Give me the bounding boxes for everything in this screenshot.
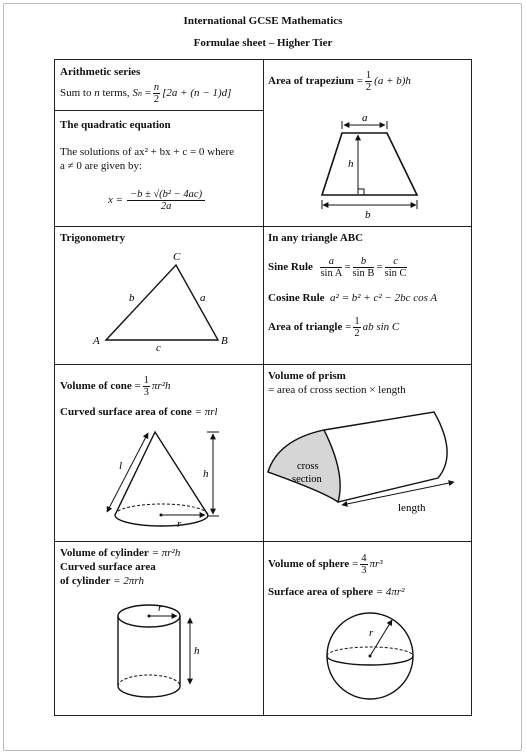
triangle-vertex-b: B bbox=[221, 335, 228, 347]
prism-diagram bbox=[264, 402, 472, 538]
cylinder-volume-label: Volume of cylinder bbox=[60, 547, 149, 559]
cylinder-diagram bbox=[105, 598, 205, 710]
arith-sum-prefix: Sum to bbox=[60, 86, 92, 99]
cone-volume-frac: $\frac{1}{3}$ bbox=[143, 374, 149, 398]
sphere-surface: Surface area of sphere = 4πr² bbox=[268, 586, 405, 598]
sine-frac-c: $\frac{c}{\text{sin C}}$ bbox=[384, 255, 407, 279]
sine-frac-a: $\frac{a}{\text{sin A}}$ bbox=[320, 255, 343, 279]
arith-s-sub: n bbox=[137, 88, 142, 98]
sine-rule: Sine Rule $\frac{a}{\text{sin A}}$ = $\frac{b}{\text{sin B}}$ = $\frac{c}{\text{sin C}}$ bbox=[268, 255, 407, 279]
cone-volume: Volume of cone = $\frac{1}{3}$ πr²h bbox=[60, 374, 171, 398]
sphere-diagram bbox=[318, 606, 423, 706]
triangle-area-frac: $\frac{1}{2}$ bbox=[354, 315, 360, 339]
any-triangle-heading: In any triangle ABC bbox=[268, 232, 364, 244]
triangle-diagram bbox=[90, 248, 240, 358]
prism-cross-label-2: section bbox=[292, 474, 322, 485]
arith-bracket: [2a + (n − 1)d] bbox=[162, 86, 232, 99]
cylinder-csa-line1: Curved surface area bbox=[60, 561, 156, 573]
triangle-vertex-a: A bbox=[93, 335, 100, 347]
sheet-title: International GCSE Mathematics bbox=[183, 15, 343, 27]
trapezium-formula: Area of trapezium = $\frac{1}{2}$ (a + b)h bbox=[268, 69, 411, 93]
arith-eq: = bbox=[144, 86, 151, 99]
sheet-subtitle: Formulae sheet – Higher Tier bbox=[193, 37, 333, 49]
trapezium-shape bbox=[322, 133, 417, 195]
cylinder-label-h: h bbox=[194, 645, 200, 657]
triangle-area: Area of triangle = $\frac{1}{2}$ ab sin C bbox=[268, 315, 400, 339]
sphere-volume-label: Volume of sphere bbox=[268, 557, 350, 570]
arithmetic-heading: Arithmetic series bbox=[60, 66, 141, 78]
arith-s: S bbox=[132, 86, 138, 99]
cone-label-l: l bbox=[119, 460, 123, 472]
grid-divider-vertical bbox=[263, 59, 264, 716]
trapezium-heading: Area of trapezium bbox=[268, 74, 354, 87]
arithmetic-formula bbox=[60, 80, 231, 106]
triangle-area-label: Area of triangle bbox=[268, 320, 343, 333]
quadratic-formula: x = $\frac{\text{−b ± √(b² − 4ac)}}{2a}$ bbox=[108, 184, 207, 216]
arith-n: n bbox=[94, 86, 100, 99]
sine-rule-label: Sine Rule bbox=[268, 260, 313, 273]
cylinder-label-r: r bbox=[158, 602, 163, 614]
cone-label-r: r bbox=[177, 518, 182, 530]
sphere-surface-label: Surface area of sphere bbox=[268, 586, 373, 598]
trapezium-label-a: a bbox=[362, 112, 368, 124]
trapezium-frac: $\frac{1}{2}$ bbox=[365, 69, 372, 93]
trigonometry-heading: Trigonometry bbox=[60, 232, 126, 244]
arith-terms: terms, bbox=[102, 86, 130, 99]
sphere-volume-frac: $\frac{4}{3}$ bbox=[361, 552, 367, 576]
triangle-side-c: c bbox=[156, 342, 161, 354]
prism-volume-label: Volume of prism bbox=[268, 370, 346, 382]
trapezium-label-b: b bbox=[365, 209, 371, 221]
sine-frac-b: $\frac{b}{\text{sin B}}$ bbox=[352, 255, 375, 279]
arith-frac: $\frac{n}{2}$ bbox=[153, 81, 160, 105]
quadratic-heading: The quadratic equation bbox=[60, 119, 171, 131]
trapezium-diagram bbox=[310, 112, 430, 222]
cone-diagram bbox=[95, 424, 225, 536]
cylinder-csa: of cylinder = 2πrh bbox=[60, 575, 144, 587]
sphere-volume: Volume of sphere = $\frac{4}{3}$ πr³ bbox=[268, 552, 383, 576]
prism-volume-formula: = area of cross section × length bbox=[268, 384, 406, 396]
cosine-rule: Cosine Rule a² = b² + c² − 2bc cos A bbox=[268, 292, 438, 304]
grid-divider-row3 bbox=[54, 541, 472, 542]
grid-divider-row2 bbox=[54, 364, 472, 365]
trapezium-label-h: h bbox=[348, 158, 354, 170]
cone-label-h: h bbox=[203, 468, 209, 480]
quadratic-line2: a ≠ 0 are given by: bbox=[60, 160, 143, 172]
prism-length-label: length bbox=[398, 502, 426, 514]
cone-csa: Curved surface area of cone = πrl bbox=[60, 406, 218, 418]
quadratic-line1: The solutions of ax² + bx + c = 0 where bbox=[60, 146, 235, 158]
triangle-side-b: b bbox=[129, 292, 135, 304]
grid-divider-row1 bbox=[54, 226, 472, 227]
prism-cross-label-1: cross bbox=[297, 461, 319, 472]
triangle-side-a: a bbox=[200, 292, 206, 304]
grid-divider-arith bbox=[54, 110, 263, 111]
cosine-rule-label: Cosine Rule bbox=[268, 292, 325, 304]
quadratic-frac: $\frac{\text{−b ± √(b² − 4ac)}}{2a}$ bbox=[127, 189, 205, 212]
cylinder-csa-line2: of cylinder bbox=[60, 575, 111, 587]
sphere-label-r: r bbox=[369, 627, 374, 639]
cylinder-volume: Volume of cylinder = πr²h bbox=[60, 547, 181, 559]
cone-volume-label: Volume of cone bbox=[60, 379, 132, 392]
triangle-vertex-c: C bbox=[173, 251, 181, 263]
cone-csa-label: Curved surface area of cone bbox=[60, 406, 192, 418]
